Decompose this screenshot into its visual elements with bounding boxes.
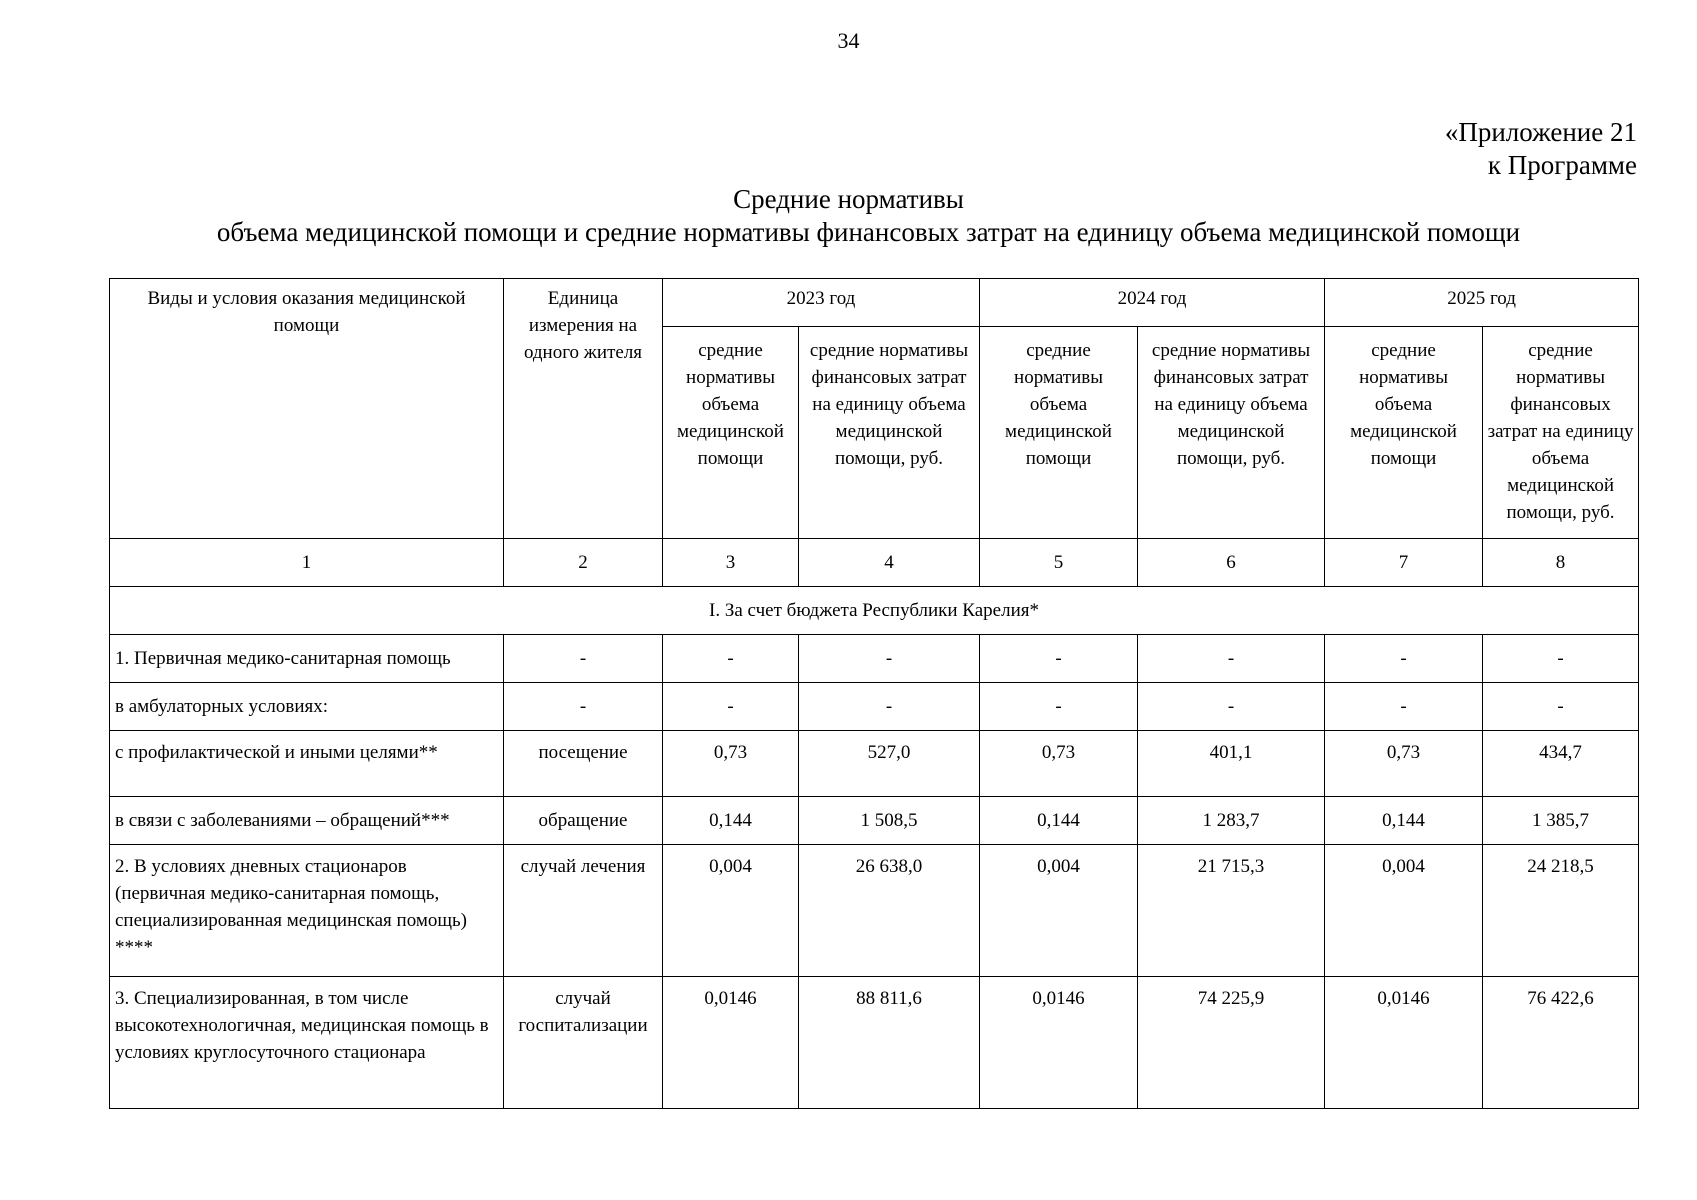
row-value: 74 225,9 bbox=[1138, 977, 1325, 1109]
row-value: - bbox=[1483, 683, 1639, 731]
row-value: 0,0146 bbox=[980, 977, 1138, 1109]
row-value: 88 811,6 bbox=[799, 977, 980, 1109]
row-unit: - bbox=[504, 683, 663, 731]
row-value: 24 218,5 bbox=[1483, 845, 1639, 977]
header-row-years bbox=[110, 279, 1639, 327]
appendix-line-2: к Программе bbox=[1487, 150, 1637, 180]
header-cost-2025: средние нормативы финансовых затрат на единицу объема медицинской помощи, руб. bbox=[1483, 327, 1639, 539]
header-unit: Единица измерения на одного жителя bbox=[504, 279, 663, 539]
row-value: 0,144 bbox=[663, 797, 799, 845]
column-number: 8 bbox=[1483, 539, 1639, 587]
title-line-1: Средние нормативы bbox=[733, 184, 964, 214]
table-row bbox=[110, 683, 1639, 731]
row-value: 0,004 bbox=[1325, 845, 1483, 977]
row-value: 0,73 bbox=[663, 731, 799, 797]
column-number: 5 bbox=[980, 539, 1138, 587]
table-row bbox=[110, 845, 1639, 977]
row-value: 1 283,7 bbox=[1138, 797, 1325, 845]
row-name: в амбулаторных условиях: bbox=[110, 683, 504, 731]
header-year-2023: 2023 год bbox=[663, 279, 980, 327]
row-value: 0,0146 bbox=[1325, 977, 1483, 1109]
table-row bbox=[110, 977, 1639, 1109]
table-row bbox=[110, 731, 1639, 797]
row-value: 527,0 bbox=[799, 731, 980, 797]
section-row bbox=[110, 587, 1639, 635]
row-value: 1 508,5 bbox=[799, 797, 980, 845]
row-value: 401,1 bbox=[1138, 731, 1325, 797]
row-unit: случай госпитализации bbox=[504, 977, 663, 1109]
row-value: 0,144 bbox=[1325, 797, 1483, 845]
row-value: - bbox=[663, 635, 799, 683]
row-value: - bbox=[1138, 635, 1325, 683]
row-value: 0,0146 bbox=[663, 977, 799, 1109]
header-year-2025: 2025 год bbox=[1325, 279, 1639, 327]
row-value: 76 422,6 bbox=[1483, 977, 1639, 1109]
row-value: 0,73 bbox=[1325, 731, 1483, 797]
row-value: - bbox=[1325, 683, 1483, 731]
row-name: в связи с заболеваниями – обращений*** bbox=[110, 797, 504, 845]
row-value: 1 385,7 bbox=[1483, 797, 1639, 845]
row-value: - bbox=[799, 635, 980, 683]
row-name: с профилактической и иными целями** bbox=[110, 731, 504, 797]
column-number: 7 bbox=[1325, 539, 1483, 587]
header-cost-2023: средние нормативы финансовых затрат на единицу объема медицинской помощи, руб. bbox=[799, 327, 980, 539]
row-value: 0,73 bbox=[980, 731, 1138, 797]
row-value: 0,144 bbox=[980, 797, 1138, 845]
header-year-2024: 2024 год bbox=[980, 279, 1325, 327]
row-unit: посещение bbox=[504, 731, 663, 797]
row-name: 3. Специализированная, в том числе высокотехнологичная, медицинская помощь в условиях круглосуточного стационара bbox=[110, 977, 504, 1109]
row-name: 1. Первичная медико-санитарная помощь bbox=[110, 635, 504, 683]
row-name: 2. В условиях дневных стационаров (первичная медико-санитарная помощь, специализированная медицинская помощь) **** bbox=[110, 845, 504, 977]
row-value: - bbox=[980, 635, 1138, 683]
header-volume-2024: средние нормативы объема медицинской помощи bbox=[980, 327, 1138, 539]
row-value: 0,004 bbox=[663, 845, 799, 977]
row-unit: - bbox=[504, 635, 663, 683]
appendix-reference bbox=[1445, 116, 1637, 182]
title-line-2: объема медицинской помощи и средние нормативы финансовых затрат на единицу объема медицинской помощи bbox=[216, 217, 1521, 247]
row-value: 0,004 bbox=[980, 845, 1138, 977]
row-unit: обращение bbox=[504, 797, 663, 845]
row-unit: случай лечения bbox=[504, 845, 663, 977]
row-value: - bbox=[1138, 683, 1325, 731]
row-value: - bbox=[1325, 635, 1483, 683]
row-value: - bbox=[799, 683, 980, 731]
header-cost-2024: средние нормативы финансовых затрат на единицу объема медицинской помощи, руб. bbox=[1138, 327, 1325, 539]
column-number: 2 bbox=[504, 539, 663, 587]
header-kind-of-care: Виды и условия оказания медицинской помощи bbox=[110, 279, 504, 539]
column-number: 3 bbox=[663, 539, 799, 587]
appendix-line-1: «Приложение 21 bbox=[1444, 117, 1637, 147]
column-number: 6 bbox=[1138, 539, 1325, 587]
row-value: - bbox=[1483, 635, 1639, 683]
row-value: 434,7 bbox=[1483, 731, 1639, 797]
header-volume-2025: средние нормативы объема медицинской помощи bbox=[1325, 327, 1483, 539]
column-number: 1 bbox=[110, 539, 504, 587]
section-title: I. За счет бюджета Республики Карелия* bbox=[110, 587, 1639, 635]
column-number: 4 bbox=[799, 539, 980, 587]
row-value: 26 638,0 bbox=[799, 845, 980, 977]
table-row bbox=[110, 635, 1639, 683]
table-row bbox=[110, 797, 1639, 845]
column-numbers-row bbox=[110, 539, 1639, 587]
page-number: 34 bbox=[837, 28, 860, 53]
row-value: - bbox=[980, 683, 1138, 731]
row-value: 21 715,3 bbox=[1138, 845, 1325, 977]
norms-table bbox=[109, 278, 1639, 1109]
document-title bbox=[0, 183, 1697, 249]
row-value: - bbox=[663, 683, 799, 731]
header-volume-2023: средние нормативы объема медицинской помощи bbox=[663, 327, 799, 539]
